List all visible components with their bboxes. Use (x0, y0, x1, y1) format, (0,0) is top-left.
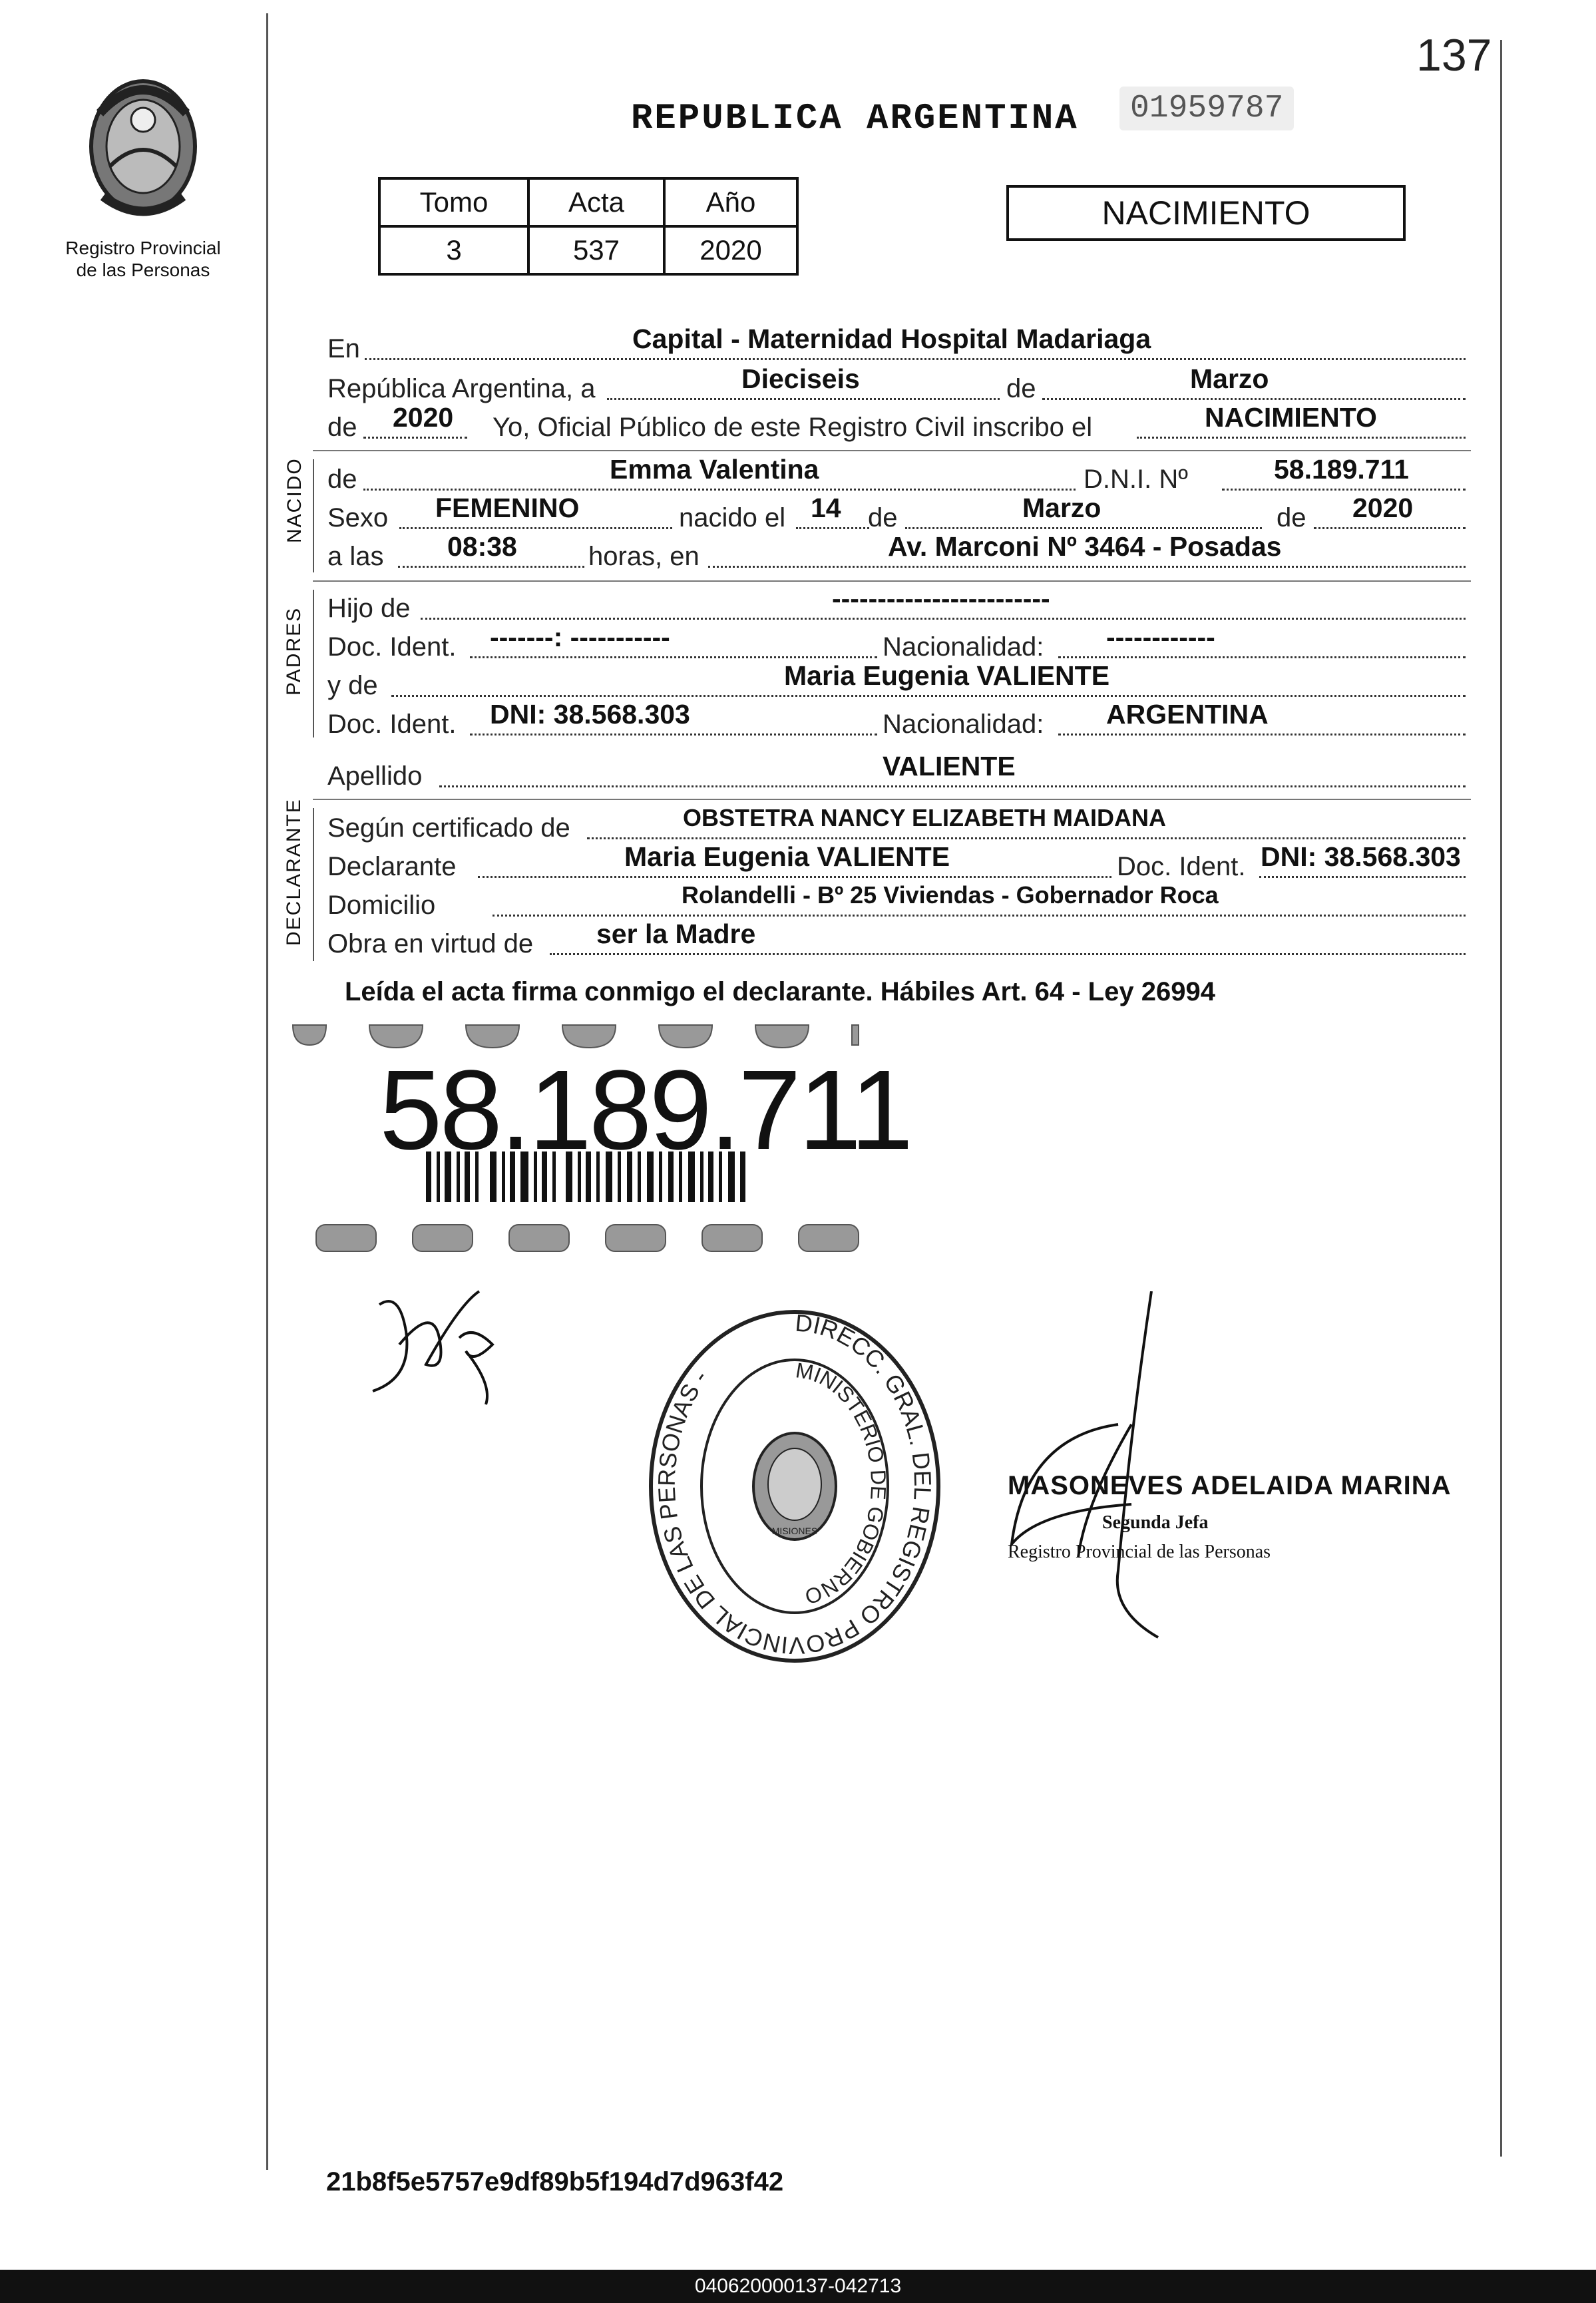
dots (550, 953, 1466, 955)
section-bar-declarante (313, 808, 314, 961)
dots (365, 358, 1466, 360)
logo-caption: Registro Provincial de las Personas (65, 238, 221, 280)
registrar-signature (359, 1265, 526, 1411)
separator (313, 580, 1471, 582)
obra-value: ser la Madre (596, 919, 756, 949)
father-name: ------------------------ (832, 583, 1050, 614)
father-doc-label: Doc. Ident. (327, 632, 457, 662)
cert-label: Según certificado de (327, 813, 570, 843)
father-doc: -------: ----------- (490, 622, 670, 652)
nacido-de-label-2: de (868, 503, 898, 532)
child-dni: 58.189.711 (1274, 454, 1409, 485)
dots (493, 915, 1466, 917)
seal-outer-text: DIRECC. GRAL. DEL REGISTRO PROVINCIAL DE LAS PERSONAS - (652, 1309, 937, 1660)
dots (421, 618, 1466, 620)
book-table (378, 177, 799, 276)
certifier: OBSTETRA NANCY ELIZABETH MAIDANA (683, 804, 1166, 831)
page-title: REPUBLICA ARGENTINA (631, 99, 1079, 139)
nacido-de-label: de (327, 465, 357, 494)
book-header-acta: Acta (528, 178, 664, 226)
official-org: Registro Provincial de las Personas (1008, 1542, 1271, 1562)
book-value-tomo: 3 (379, 226, 528, 274)
dots (363, 489, 1076, 491)
declarant-name: Maria Eugenia VALIENTE (624, 841, 950, 872)
dots (1058, 656, 1466, 658)
act-type-box: NACIMIENTO (1006, 185, 1406, 241)
dots (391, 695, 1466, 697)
book-header-ano: Año (664, 178, 797, 226)
declarant-doc: DNI: 38.568.303 (1261, 841, 1461, 872)
father-nationality: ------------ (1106, 622, 1215, 652)
intro-year: 2020 (393, 402, 454, 433)
left-margin-line (266, 13, 268, 2170)
dots (1222, 489, 1466, 491)
closing-statement: Leída el acta firma conmigo el declarante. Hábiles Art. 64 - Ley 26994 (345, 977, 1215, 1006)
sexo-label: Sexo (327, 503, 389, 532)
dots (1259, 876, 1466, 878)
seal-center-text: MISIONES (771, 1526, 818, 1536)
mother-nationality: ARGENTINA (1106, 699, 1269, 730)
mother-doc-label: Doc. Ident. (327, 710, 457, 739)
dots (478, 876, 1111, 878)
province-logo (73, 73, 213, 226)
intro-place: Capital - Maternidad Hospital Madariaga (632, 323, 1151, 354)
birth-day: 14 (811, 493, 841, 523)
y-de-label: y de (327, 671, 378, 700)
official-role: Segunda Jefa (1102, 1512, 1209, 1533)
mother-doc: DNI: 38.568.303 (490, 699, 690, 730)
nacido-de-label-3: de (1277, 503, 1306, 532)
dots (1058, 733, 1466, 735)
intro-republic-label: República Argentina, a (327, 374, 596, 403)
dots (470, 656, 877, 658)
apellido-value: VALIENTE (883, 751, 1016, 781)
dni-sticker (286, 1018, 911, 1262)
birth-month: Marzo (1022, 493, 1101, 523)
dni-big-number: 58.189.711 (379, 1047, 911, 1173)
intro-de-label: de (1006, 374, 1036, 403)
intro-oficial-label: Yo, Oficial Público de este Registro Civil inscribo el (493, 413, 1093, 442)
seal-inner-text: MINISTERIO DE GOBIERNO (793, 1358, 891, 1609)
dots (470, 733, 877, 735)
horas-label: horas, en (588, 542, 699, 571)
domicilio: Rolandelli - Bº 25 Viviendas - Gobernador Roca (682, 881, 1219, 909)
dots (439, 785, 1466, 787)
dots (1137, 437, 1466, 439)
birth-place: Av. Marconi Nº 3464 - Posadas (888, 531, 1282, 562)
dots (1042, 398, 1466, 400)
section-label-nacido: NACIDO (284, 457, 305, 543)
birth-time: 08:38 (447, 531, 517, 562)
dots (399, 527, 672, 529)
separator (313, 799, 1471, 800)
dots (1314, 527, 1466, 529)
dots (796, 527, 869, 529)
intro-day: Dieciseis (741, 363, 860, 394)
footer-code: 040620000137-042713 (0, 2270, 1596, 2303)
dots (708, 566, 1466, 568)
apellido-label: Apellido (327, 761, 423, 791)
intro-act: NACIMIENTO (1205, 402, 1377, 433)
hijo-de-label: Hijo de (327, 594, 411, 623)
section-label-padres: PADRES (283, 606, 305, 696)
dots (607, 398, 1000, 400)
book-header-tomo: Tomo (379, 178, 528, 226)
declarant-doc-label: Doc. Ident. (1117, 852, 1246, 881)
child-sex: FEMENINO (435, 493, 580, 523)
dots (587, 837, 1466, 839)
mother-name: Maria Eugenia VALIENTE (784, 660, 1110, 691)
dots (363, 437, 467, 439)
serial-number: 01959787 (1119, 87, 1294, 130)
dots (905, 527, 1262, 529)
page-number: 137 (1416, 30, 1492, 81)
separator (313, 450, 1471, 451)
section-bar-padres (313, 590, 314, 737)
official-seal (644, 1305, 945, 1668)
birth-year: 2020 (1352, 493, 1414, 523)
declarant-label: Declarante (327, 852, 457, 881)
a-las-label: a las (327, 542, 384, 571)
intro-en-label: En (327, 334, 360, 363)
child-name: Emma Valentina (610, 454, 819, 485)
domicilio-label: Domicilio (327, 891, 436, 920)
section-label-declarante: DECLARANTE (283, 798, 305, 946)
right-margin-line (1500, 40, 1502, 2157)
mother-nat-label: Nacionalidad: (883, 710, 1044, 739)
document-hash: 21b8f5e5757e9df89b5f194d7d963f42 (326, 2167, 784, 2197)
intro-month: Marzo (1190, 363, 1269, 394)
intro-de-label-2: de (327, 413, 357, 442)
book-value-ano: 2020 (664, 226, 797, 274)
section-bar-nacido (313, 459, 314, 572)
father-nat-label: Nacionalidad: (883, 632, 1044, 662)
dots (398, 566, 584, 568)
nacido-el-label: nacido el (679, 503, 786, 532)
official-name: MASONEVES ADELAIDA MARINA (1008, 1471, 1452, 1500)
dni-label: D.N.I. Nº (1084, 465, 1188, 494)
book-value-acta: 537 (528, 226, 664, 274)
obra-label: Obra en virtud de (327, 929, 534, 958)
